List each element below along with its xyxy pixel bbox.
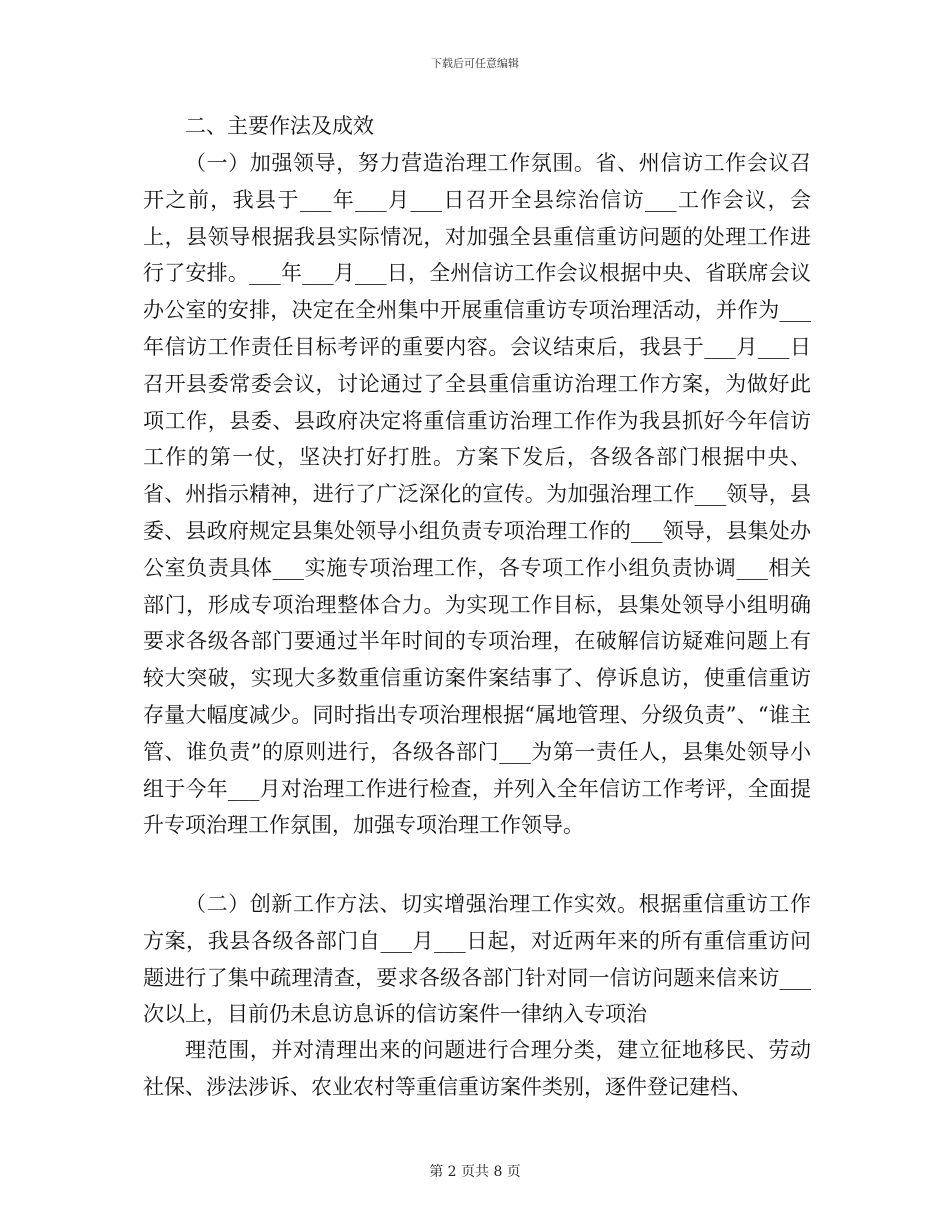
section-heading-text: 二、主要作法及成效 xyxy=(185,114,374,138)
paragraph-2-text: （二）创新工作方法、切实增强治理工作实效。根据重信重访工作方案，我县各级各部门自___月___日起，对近两年来的所有重信重访问题进行了集中疏理清查，要求各级各部门针对同一信访问题来信来访___次以上，目前仍未息访息诉的信访案件一律纳入专项治 xyxy=(143,892,811,1027)
paragraph-3 xyxy=(143,1032,811,1106)
page-footer: 第 2 页共 8 页 xyxy=(429,1164,521,1180)
section-heading xyxy=(143,108,811,145)
paragraph-2 xyxy=(143,886,811,1033)
paragraph-1-text: （一）加强领导，努力营造治理工作氛围。省、州信访工作会议召开之前，我县于___年___月___日召开全县综治信访___工作会议，会上，县领导根据我县实际情况，对加强全县重信重访问题的处理工作进行了安排。___年___月___日，全州信访工作会议根据中央、省联席会议办公室的安排，决定在全州集中开展重信重访专项治理活动，并作为___年信访工作责任目标考评的重要内容。会议结束后，我县于___月___日召开县委常委会议，讨论通过了全县重信重访治理工作方案，为做好此项工作，县委、县政府决定将重信重访治理工作作为我县抓好今年信访工作的第一仗，坚决打好打胜。方案下发后，各级各部门根据中央、省、州指示精神，进行了广泛深化的宣传。为加强治理工作___领导，县委、县政府规定县集处领导小组负责专项治理工作的___领导，县集处办公室负责具体___实施专项治理工作，各专项工作小组负责协调___相关部门，形成专项治理整体合力。为实现工作目标，县集处领导小组明确要求各级各部门要通过半年时间的专项治理，在破解信访疑难问题上有较大突破，实现大多数重信重访案件案结事了、停诉息访，使重信重访存量大幅度减少。同时指出专项治理根据“属地管理、分级负责”、“谁主管、谁负责”的原则进行，各级各部门___为第一责任人，县集处领导小组于今年___月对治理工作进行检查，并列入全年信访工作考评，全面提升专项治理工作氛围，加强专项治理工作领导。 xyxy=(143,151,811,838)
paragraph-3-text: 理范围，并对清理出来的问题进行合理分类，建立征地移民、劳动社保、涉法涉诉、农业农村等重信重访案件类别，逐件登记建档、 xyxy=(143,1038,811,1099)
paragraph-1 xyxy=(143,145,811,844)
page-header-note: 下载后可任意编辑 xyxy=(431,57,519,70)
